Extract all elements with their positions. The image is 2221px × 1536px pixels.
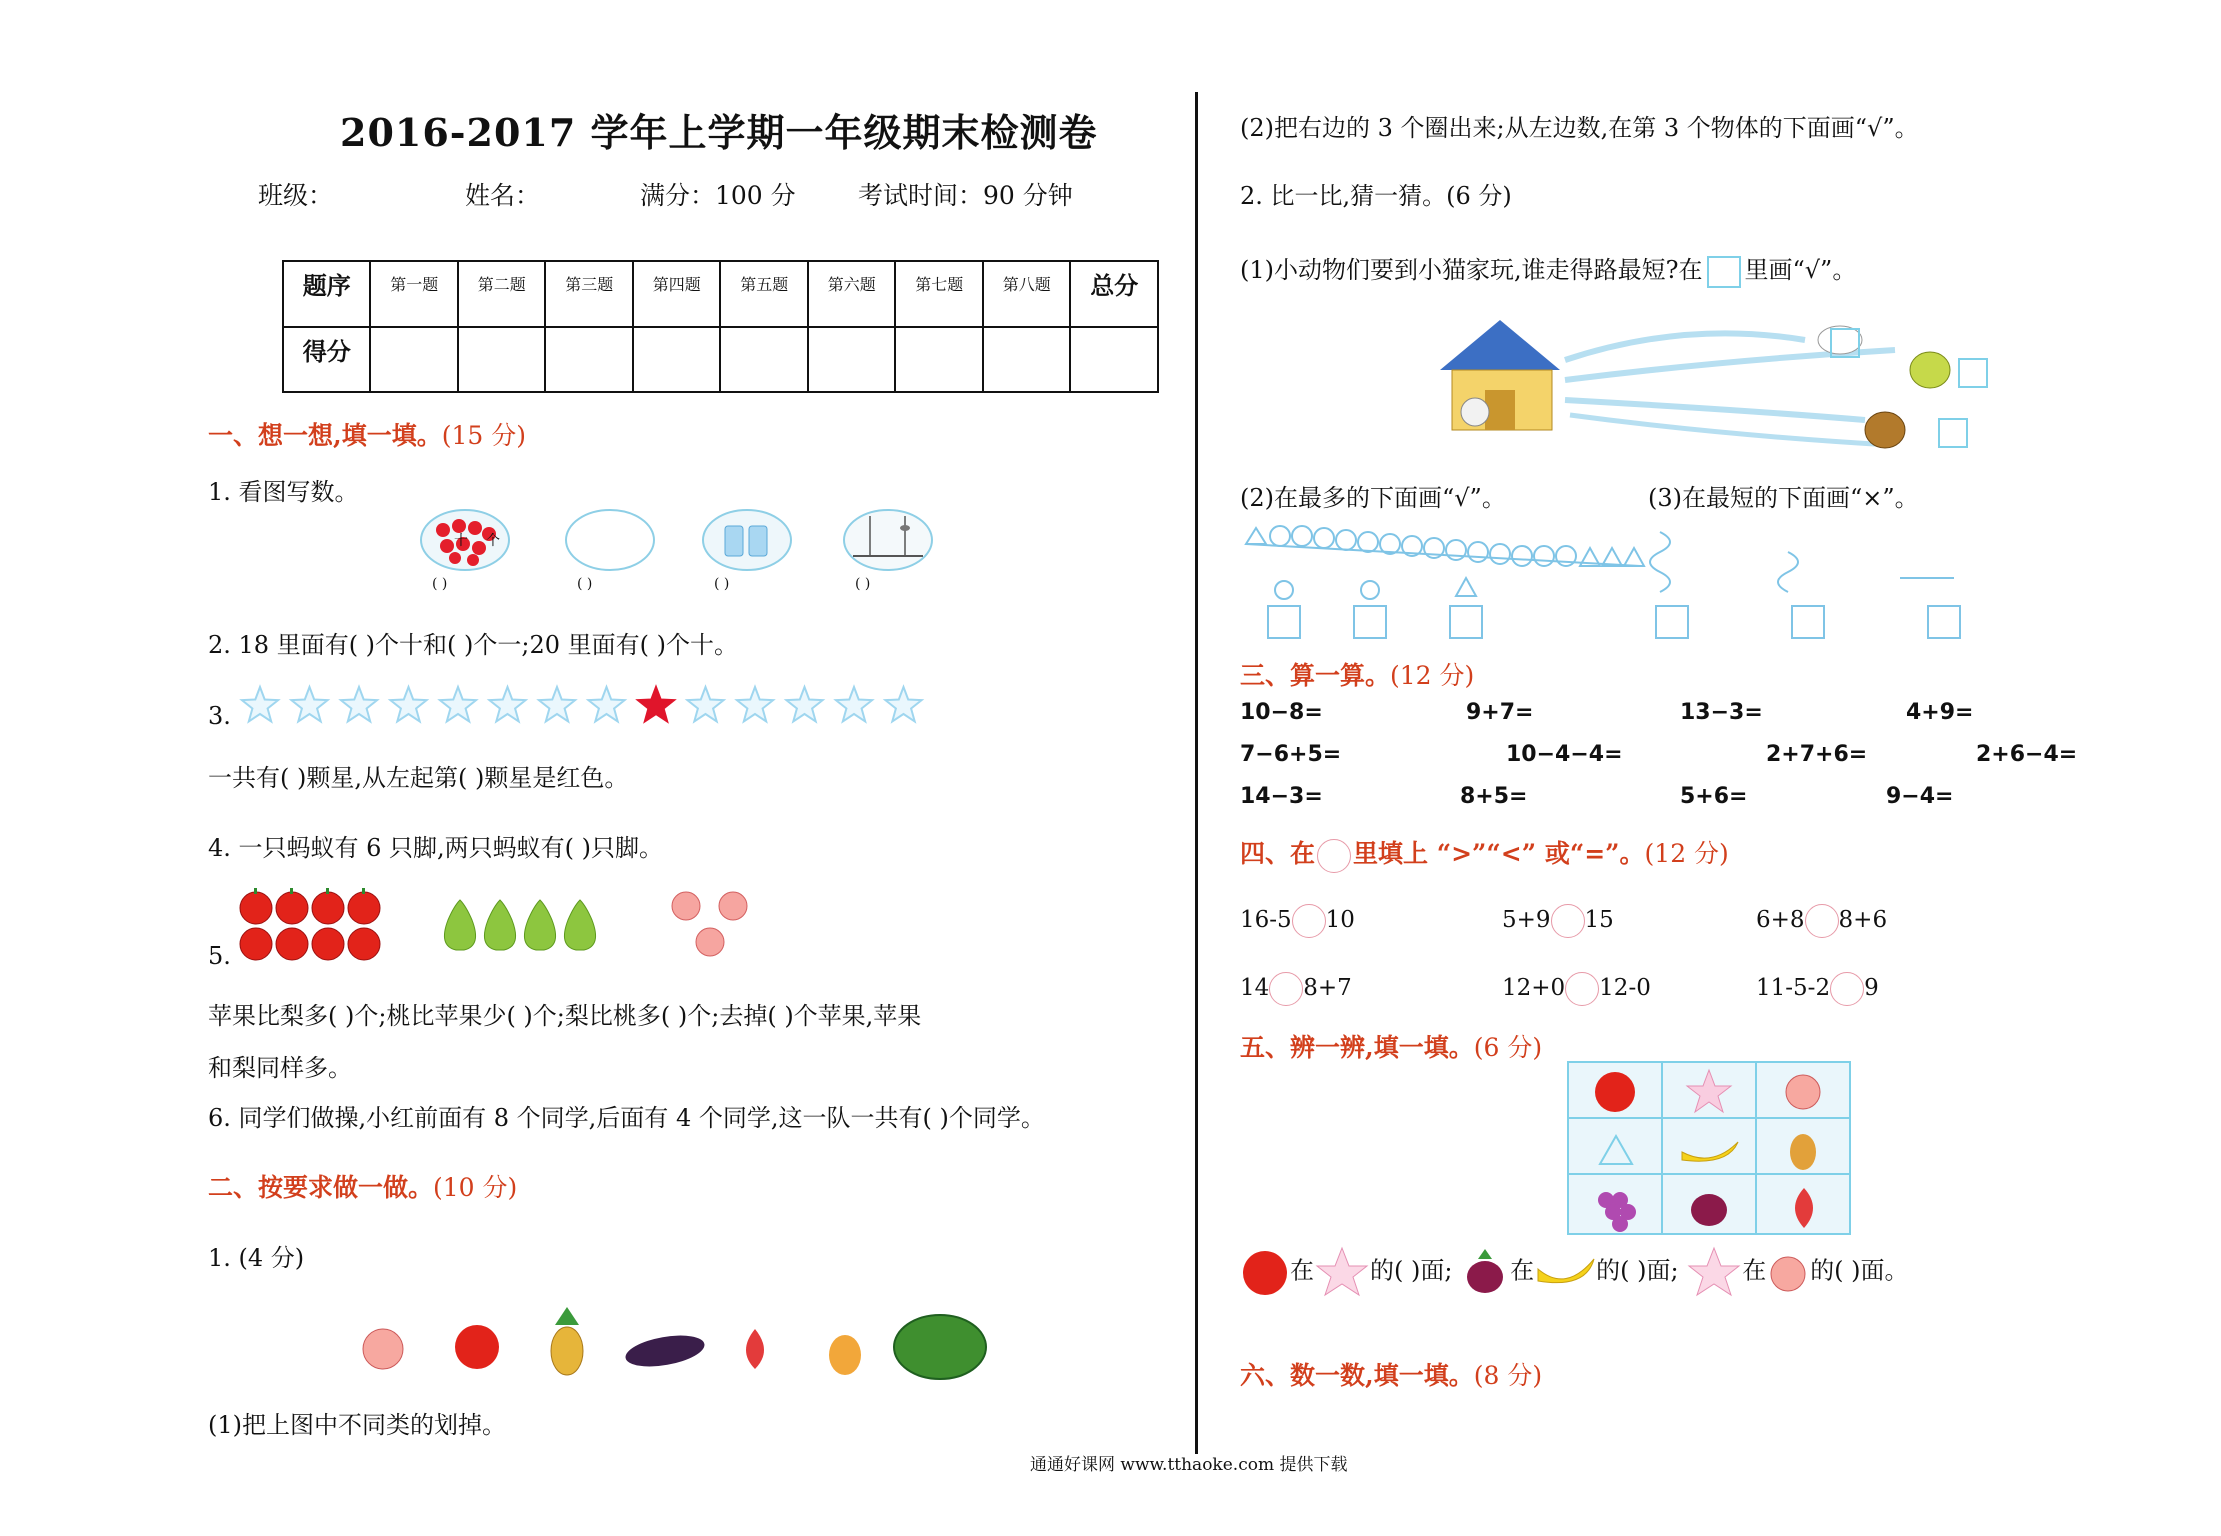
- star-icon: [885, 687, 921, 721]
- score-cell[interactable]: [808, 327, 896, 393]
- calc-item: 2+7+6=: [1766, 742, 1868, 767]
- page-title: 2016-2017 学年上学期一年级期末检测卷: [340, 110, 1098, 155]
- section5-heading: 五、辨一辨,填一填。(6 分): [1240, 1033, 1543, 1062]
- star-icon: [1314, 1244, 1370, 1300]
- score-header-cell: 第一题: [370, 261, 458, 327]
- calc-item: 7−6+5=: [1240, 742, 1342, 767]
- compare-circle[interactable]: [1830, 972, 1864, 1006]
- score-cell[interactable]: [458, 327, 546, 393]
- section1-heading: 一、想一想,填一填。(15 分): [208, 421, 526, 450]
- star-icon: [291, 687, 327, 721]
- s2-q2-1: (1)小动物们要到小猫家玩,谁走得路最短?在 里画“√”。: [1240, 250, 1856, 288]
- score-header-cell: 第二题: [458, 261, 546, 327]
- answer-blank[interactable]: ( ): [855, 576, 871, 592]
- star-icon: [588, 687, 624, 721]
- star-icon: [786, 687, 822, 721]
- beet-icon: [1460, 1247, 1510, 1297]
- s1-q5-line2: 和梨同样多。: [208, 1054, 352, 1082]
- score-header-cell: 题序: [283, 261, 370, 327]
- calc-item: 4+9=: [1906, 700, 1974, 725]
- check-box[interactable]: [1958, 358, 1988, 388]
- section2-heading: 二、按要求做一做。(10 分): [208, 1173, 518, 1202]
- calc-item: 9+7=: [1466, 700, 1534, 725]
- section4-heading: 四、在 里填上 “>”“<” 或“=”。(12 分): [1240, 834, 1729, 873]
- compare-circle[interactable]: [1805, 904, 1839, 938]
- s1-q3-num: 3.: [208, 702, 231, 730]
- calc-item: 10−4−4=: [1506, 742, 1623, 767]
- compare-item: 6+8 8+6: [1756, 904, 1887, 938]
- star-icon: [390, 687, 426, 721]
- s2-q2-3: (3)在最短的下面画“×”。: [1648, 484, 1919, 512]
- star-icon: [687, 687, 723, 721]
- s2-q1-a: (1)把上图中不同类的划掉。: [208, 1411, 506, 1439]
- score-cell[interactable]: [720, 327, 808, 393]
- s2-q2: 2. 比一比,猜一猜。(6 分): [1240, 182, 1512, 210]
- score-header-cell: 第三题: [545, 261, 633, 327]
- score-header-cell: 第六题: [808, 261, 896, 327]
- column-divider: [1195, 92, 1198, 1454]
- s1-q6: 6. 同学们做操,小红前面有 8 个同学,后面有 4 个同学,这一队一共有( )个同学。: [208, 1104, 1045, 1132]
- s2-q1: 1. (4 分): [208, 1244, 305, 1272]
- score-row-label: 得分: [283, 327, 370, 393]
- peach-icon: [1766, 1250, 1810, 1294]
- answer-blank[interactable]: ( ): [577, 576, 593, 592]
- compare-item: 5+9 15: [1502, 904, 1614, 938]
- star-icon: [737, 687, 773, 721]
- calc-item: 13−3=: [1680, 700, 1763, 725]
- fruit-row: [355, 1305, 1005, 1385]
- position-grid: [1566, 1060, 1856, 1240]
- s2-q1-b: (2)把右边的 3 个圈出来;从左边数,在第 3 个物体的下面画“√”。: [1240, 114, 1919, 142]
- full-score: 满分：100 分: [640, 181, 796, 210]
- s2-q2-2: (2)在最多的下面画“√”。: [1240, 484, 1506, 512]
- score-header-cell: 第七题: [895, 261, 983, 327]
- star-icon: [440, 687, 476, 721]
- score-table: [282, 260, 1159, 393]
- star-icon: [341, 687, 377, 721]
- section6-heading: 六、数一数,填一填。(8 分): [1240, 1361, 1543, 1390]
- footer-credit: 通通好课网 www.tthaoke.com 提供下载: [1030, 1455, 1348, 1475]
- score-header-cell: 第四题: [633, 261, 721, 327]
- calc-item: 14−3=: [1240, 784, 1323, 809]
- compare-item: 14 8+7: [1240, 972, 1352, 1006]
- check-box[interactable]: [1938, 418, 1968, 448]
- shapes-compare-picture: [1240, 512, 2060, 642]
- s1-q1: 1. 看图写数。: [208, 478, 359, 506]
- calc-item: 2+6−4=: [1976, 742, 2078, 767]
- fruit-comparison: [236, 880, 776, 970]
- score-header-cell: 第八题: [983, 261, 1071, 327]
- star-icon: [489, 687, 525, 721]
- compare-circle[interactable]: [1551, 904, 1585, 938]
- star-row: [238, 680, 938, 730]
- check-box[interactable]: [1830, 328, 1860, 358]
- s1-q2: 2. 18 里面有( )个十和( )个一;20 里面有( )个十。: [208, 631, 739, 659]
- compare-circle[interactable]: [1292, 904, 1326, 938]
- star-icon: [539, 687, 575, 721]
- score-header-cell: 第五题: [720, 261, 808, 327]
- score-cell[interactable]: [983, 327, 1071, 393]
- score-cell[interactable]: [895, 327, 983, 393]
- red-star-icon: [638, 687, 674, 721]
- answer-blank[interactable]: ( ): [714, 576, 730, 592]
- compare-circle[interactable]: [1565, 972, 1599, 1006]
- s1-q4: 4. 一只蚂蚁有 6 只脚,两只蚂蚁有( )只脚。: [208, 834, 664, 862]
- s1-q5-num: 5.: [208, 942, 231, 970]
- check-box[interactable]: [1707, 256, 1741, 288]
- compare-item: 12+0 12-0: [1502, 972, 1651, 1006]
- compare-circle-sample: [1317, 839, 1351, 873]
- score-cell[interactable]: [545, 327, 633, 393]
- star-icon: [242, 687, 278, 721]
- calc-item: 8+5=: [1460, 784, 1528, 809]
- s1-q5-line1: 苹果比梨多( )个;桃比苹果少( )个;梨比桃多( )个;去掉( )个苹果,苹果: [208, 1002, 922, 1030]
- class-label: 班级：: [258, 181, 334, 210]
- exam-time: 考试时间：90 分钟: [858, 181, 1073, 210]
- score-cell[interactable]: [1070, 327, 1158, 393]
- section3-heading: 三、算一算。(12 分): [1240, 661, 1475, 690]
- star-icon: [1686, 1244, 1742, 1300]
- apple-icon: [1240, 1247, 1290, 1297]
- compare-circle[interactable]: [1269, 972, 1303, 1006]
- score-header-cell: 总分: [1070, 261, 1158, 327]
- calc-item: 10−8=: [1240, 700, 1323, 725]
- position-sentence: 在 的( )面; 在 的( )面; 在 的( )面。: [1240, 1244, 1909, 1304]
- compare-item: 16-5 10: [1240, 904, 1355, 938]
- banana-icon: [1534, 1247, 1596, 1297]
- abacus-ten-label: 十: [454, 533, 468, 549]
- s1-q3-text: 一共有( )颗星,从左起第( )颗星是红色。: [208, 764, 629, 792]
- animal-paths-picture: [1430, 300, 1990, 460]
- calc-item: 5+6=: [1680, 784, 1748, 809]
- compare-item: 11-5-2 9: [1756, 972, 1879, 1006]
- score-cell[interactable]: [633, 327, 721, 393]
- abacus-one-label: 个: [486, 533, 500, 549]
- answer-blank[interactable]: ( ): [432, 576, 448, 592]
- calc-item: 9−4=: [1886, 784, 1954, 809]
- star-icon: [836, 687, 872, 721]
- score-cell[interactable]: [370, 327, 458, 393]
- name-label: 姓名：: [465, 181, 541, 210]
